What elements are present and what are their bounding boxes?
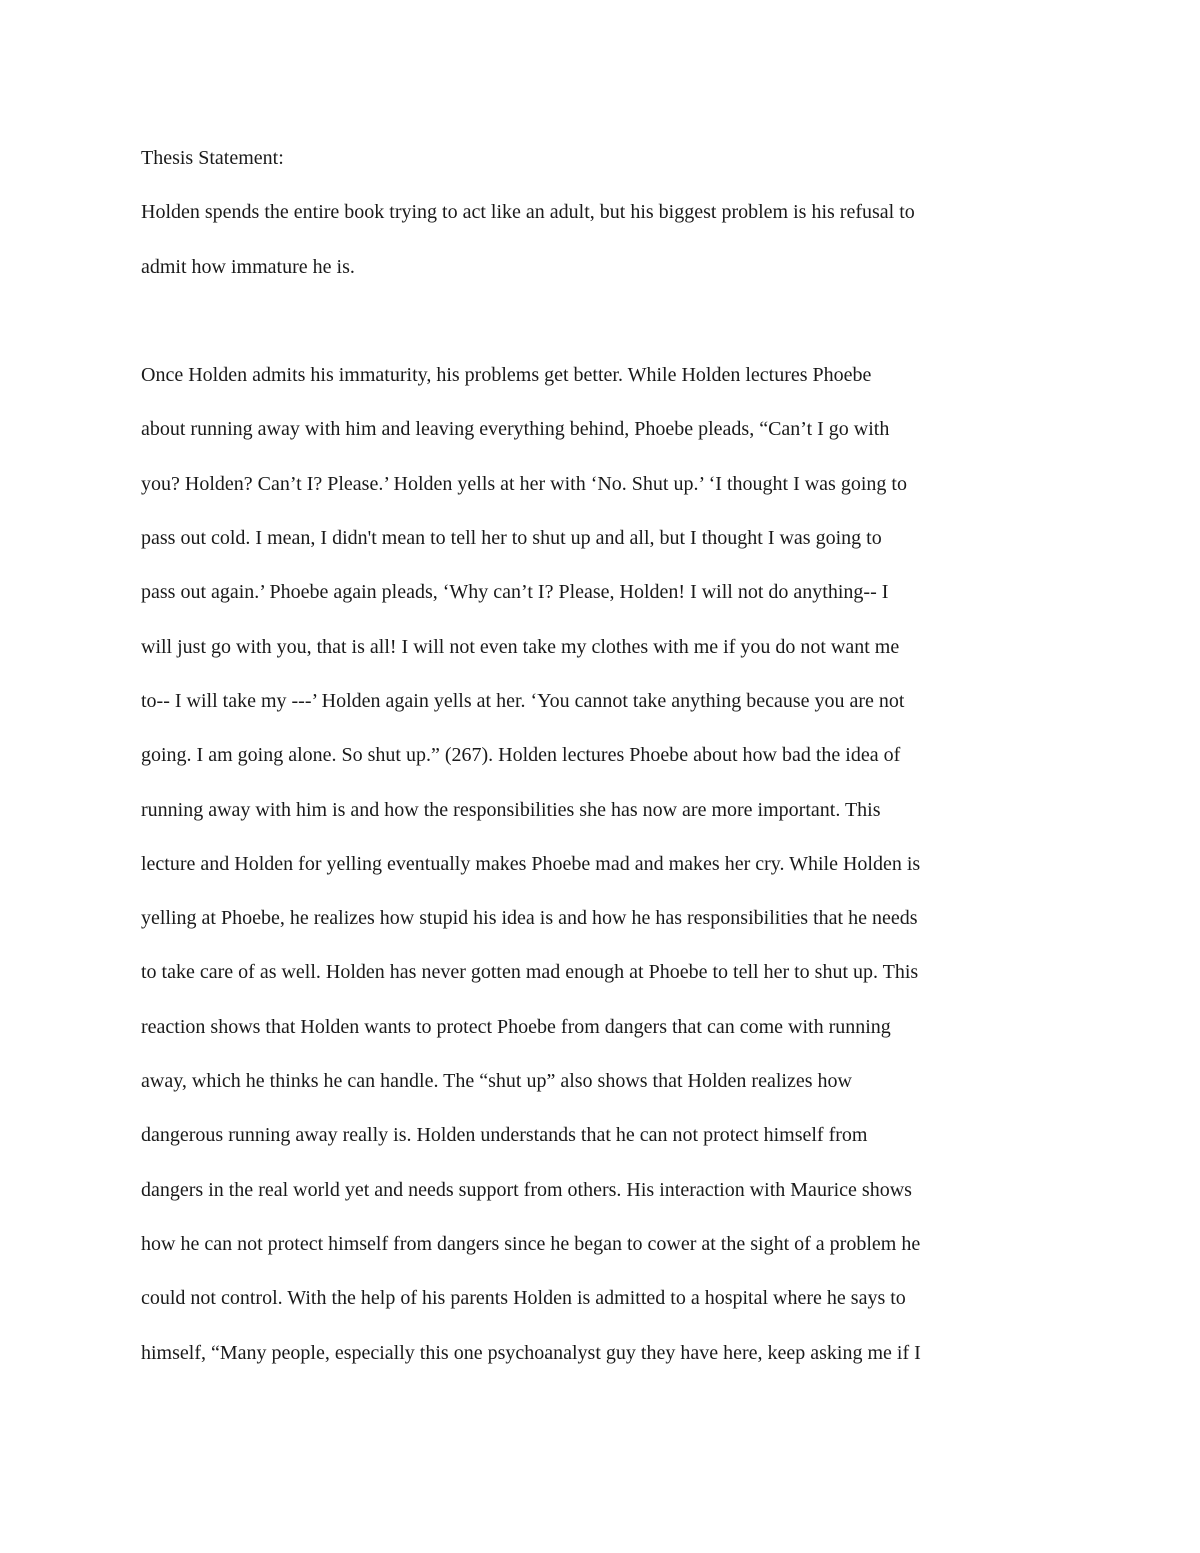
body-line: running away with him is and how the responsibilities she has now are more important. This	[141, 798, 881, 821]
body-line: pass out cold. I mean, I didn't mean to tell her to shut up and all, but I thought I was going to	[141, 527, 882, 550]
body-line: pass out again.’ Phoebe again pleads, ‘Why can’t I? Please, Holden! I will not do anything-- I	[141, 581, 889, 604]
body-line: yelling at Phoebe, he realizes how stupid his idea is and how he has responsibilities that he needs	[141, 907, 918, 930]
body-line: reaction shows that Holden wants to protect Phoebe from dangers that can come with running	[141, 1015, 891, 1038]
body-line: dangerous running away really is. Holden understands that he can not protect himself from	[141, 1124, 868, 1147]
thesis-paragraph	[141, 185, 1071, 294]
body-line: how he can not protect himself from dangers since he began to cower at the sight of a problem he	[141, 1232, 921, 1255]
paragraph-gap	[141, 294, 1071, 348]
body-line: about running away with him and leaving everything behind, Phoebe pleads, “Can’t I go with	[141, 418, 890, 441]
body-line: to-- I will take my ---’ Holden again yells at her. ‘You cannot take anything because you are not	[141, 689, 905, 712]
thesis-line: admit how immature he is.	[141, 255, 355, 278]
body-line: lecture and Holden for yelling eventually makes Phoebe mad and makes her cry. While Holden is	[141, 852, 921, 875]
document-body	[141, 131, 1071, 1380]
body-paragraph	[141, 348, 1071, 1380]
body-line: could not control. With the help of his parents Holden is admitted to a hospital where he says to	[141, 1287, 906, 1310]
body-line: to take care of as well. Holden has never gotten mad enough at Phoebe to tell her to shut up. This	[141, 961, 919, 984]
body-line: away, which he thinks he can handle. The “shut up” also shows that Holden realizes how	[141, 1070, 852, 1093]
body-line: Once Holden admits his immaturity, his problems get better. While Holden lectures Phoebe	[141, 364, 872, 387]
body-line: dangers in the real world yet and needs support from others. His interaction with Maurice shows	[141, 1178, 912, 1201]
thesis-line: Holden spends the entire book trying to act like an adult, but his biggest problem is his refusal to	[141, 201, 915, 224]
thesis-heading: Thesis Statement:	[141, 147, 284, 169]
body-line: himself, “Many people, especially this one psychoanalyst guy they have here, keep asking me if I	[141, 1341, 921, 1364]
body-line: going. I am going alone. So shut up.” (267). Holden lectures Phoebe about how bad the idea of	[141, 744, 901, 767]
body-line: will just go with you, that is all! I will not even take my clothes with me if you do not want me	[141, 635, 900, 658]
body-line: you? Holden? Can’t I? Please.’ Holden yells at her with ‘No. Shut up.’ ‘I thought I was going to	[141, 472, 907, 495]
